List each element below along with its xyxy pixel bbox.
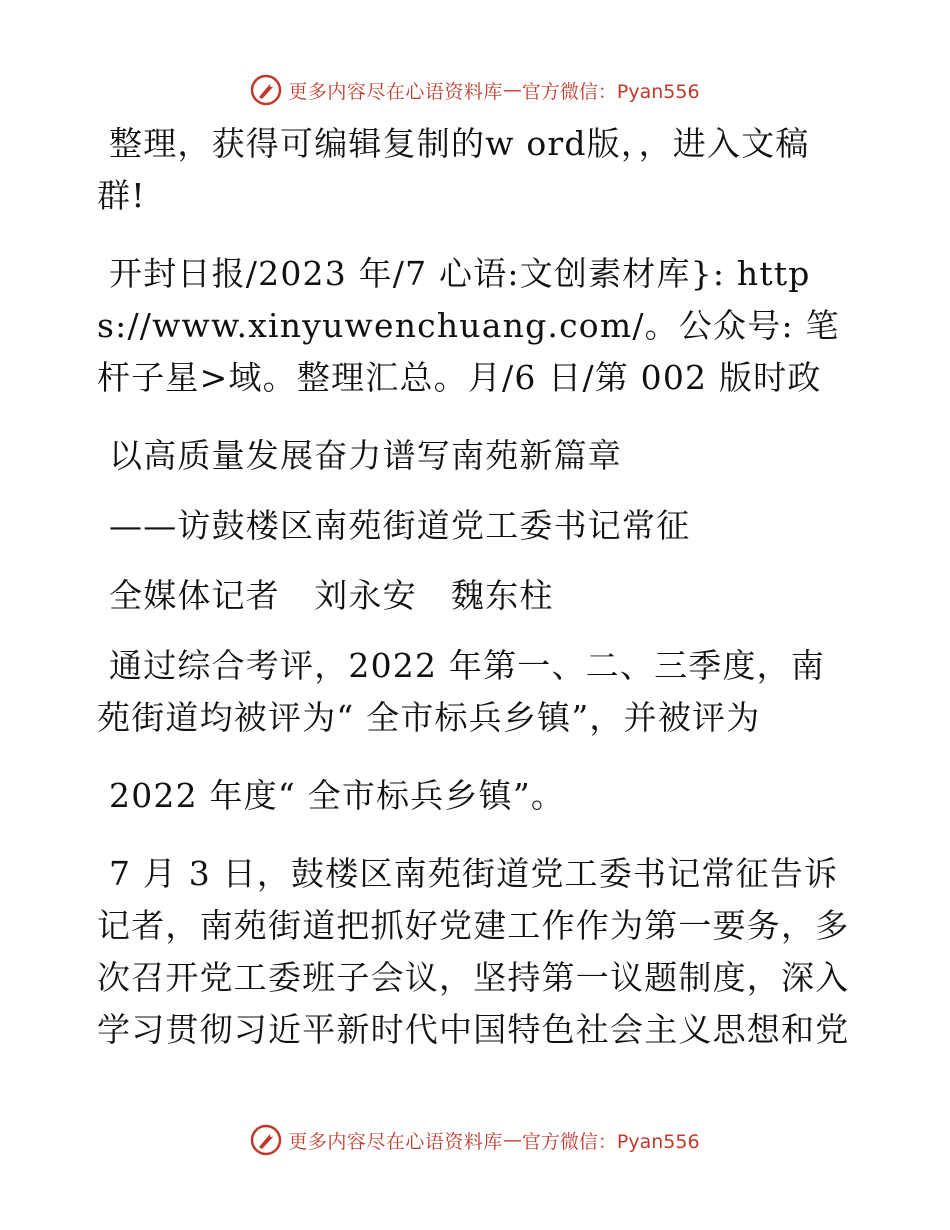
watermark-wechat: 官方微信：Pyan556 — [521, 80, 700, 103]
article-subtitle: ——访鼓楼区南苑街道党工委书记常征 — [109, 506, 691, 545]
watermark-footer — [0, 1120, 950, 1160]
body-paragraph-1: 通过综合考评，2022 年第一、二、三季度，南苑街道均被评为“ 全市标兵乡镇”，并被评为 — [97, 646, 826, 737]
watermark-wechat: 官方微信：Pyan556 — [521, 1130, 700, 1153]
pen-nib-logo-icon — [250, 74, 282, 106]
watermark-header — [0, 70, 950, 110]
source-line: 开封日报/2023 年/7 心语:文创素材库}: https://www.xinyuwenchuang.com/。公众号: 笔杆子星>域。整理汇总。月/6 日/第 002 版时政 — [97, 254, 840, 397]
watermark-separator: — — [502, 1129, 522, 1151]
article-title: 以高质量发展奋力谱写南苑新篇章 — [109, 436, 622, 475]
body-paragraph-3: 7 月 3 日，鼓楼区南苑街道党工委书记常征告诉记者，南苑街道把抓好党建工作作为第一要务，多次召开党工委班子会议，坚持第一议题制度，深入学习贯彻习近平新时代中国特色社会主义思想和党 — [97, 854, 850, 1049]
watermark-text: 更多内容尽在心语资料库 — [288, 1130, 503, 1153]
byline: 全媒体记者 刘永安 魏东柱 — [109, 576, 554, 615]
body-paragraph-2: 2022 年度“ 全市标兵乡镇”。 — [109, 776, 566, 815]
intro-paragraph: 整理，获得可编辑复制的w ord版，，进入文稿群! — [97, 124, 810, 215]
watermark-separator: — — [502, 79, 522, 101]
document-body — [97, 118, 857, 1082]
watermark-text: 更多内容尽在心语资料库 — [288, 80, 503, 103]
pen-nib-logo-icon — [250, 1124, 282, 1156]
